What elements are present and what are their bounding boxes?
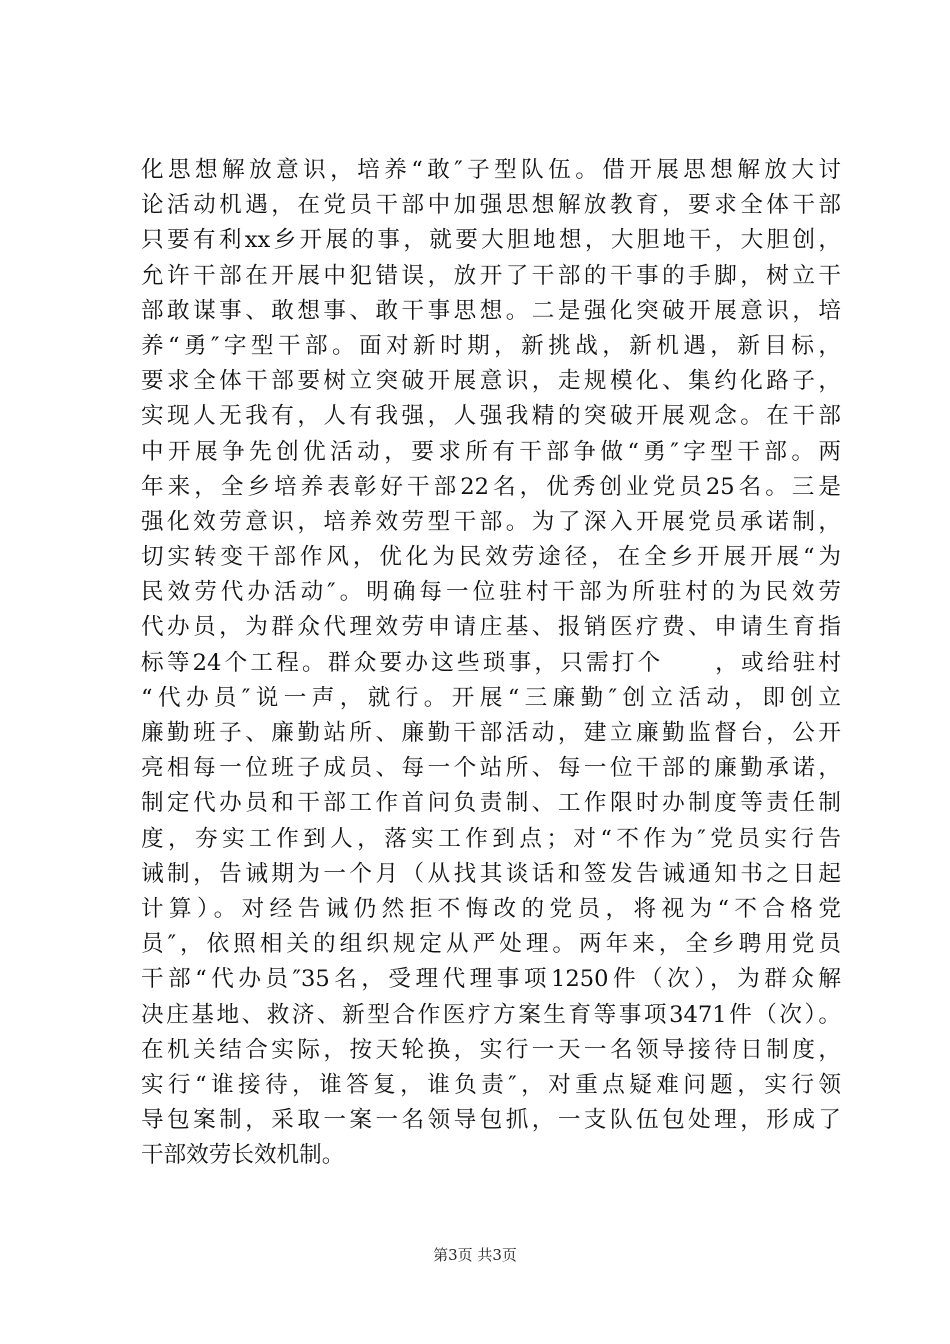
text-line: 诫制，告诫期为一个月（从找其谈话和签发告诫通知书之日起 bbox=[141, 860, 841, 887]
text-line: 亮相每一位班子成员、每一个站所、每一位干部的廉勤承诺， bbox=[141, 755, 841, 782]
text-line: 要求全体干部要树立突破开展意识，走规模化、集约化路子， bbox=[141, 368, 841, 395]
text-line: 论活动机遇，在党员干部中加强思想解放教育，要求全体干部 bbox=[141, 192, 841, 219]
text-line: 强化效劳意识，培养效劳型干部。为了深入开展党员承诺制， bbox=[141, 508, 841, 535]
text-line: 只要有利xx乡开展的事，就要大胆地想，大胆地干，大胆创， bbox=[141, 227, 841, 254]
page-footer: 第3页 共3页 bbox=[433, 1246, 517, 1264]
text-line: 允许干部在开展中犯错误，放开了干部的干事的手脚，树立干 bbox=[141, 262, 841, 289]
text-line: 民效劳代办活动″。明确每一位驻村干部为所驻村的为民效劳 bbox=[141, 579, 841, 606]
text-line: 实行“谁接待，谁答复，谁负责″，对重点疑难问题，实行领 bbox=[141, 1071, 841, 1098]
text-line: 计算）。对经告诫仍然拒不悔改的党员，将视为“不合格党 bbox=[141, 895, 841, 922]
text-line: 中开展争先创优活动，要求所有干部争做“勇″字型干部。两 bbox=[141, 438, 841, 465]
text-line: 干部效劳长效机制。 bbox=[141, 1142, 345, 1169]
text-line: 度，夯实工作到人，落实工作到点；对“不作为″党员实行告 bbox=[141, 825, 841, 852]
text-line: 部敢谋事、敢想事、敢干事思想。二是强化突破开展意识，培 bbox=[141, 297, 841, 324]
body-text bbox=[141, 153, 841, 1173]
text-line: 决庄基地、救济、新型合作医疗方案生育等事项3471件（次）。 bbox=[141, 1001, 841, 1028]
text-line: 实现人无我有，人有我强，人强我精的突破开展观念。在干部 bbox=[141, 403, 841, 430]
text-line: 年来，全乡培养表彰好干部22名，优秀创业党员25名。三是 bbox=[141, 473, 841, 500]
text-line: 代办员，为群众代理效劳申请庄基、报销医疗费、申请生育指 bbox=[141, 614, 841, 641]
text-line: 廉勤班子、廉勤站所、廉勤干部活动，建立廉勤监督台，公开 bbox=[141, 720, 841, 746]
text-line: 导包案制，采取一案一名领导包抓，一支队伍包处理，形成了 bbox=[141, 1107, 841, 1134]
text-line: “代办员″说一声，就行。开展“三廉勤″创立活动，即创立 bbox=[141, 684, 841, 711]
text-line: 标等24个工程。群众要办这些琐事，只需打个 ，或给驻村 bbox=[141, 649, 841, 676]
text-line: 员″，依照相关的组织规定从严处理。两年来，全乡聘用党员 bbox=[141, 931, 841, 958]
text-line: 养“勇″字型干部。面对新时期，新挑战，新机遇，新目标， bbox=[141, 332, 841, 359]
text-line: 切实转变干部作风，优化为民效劳途径，在全乡开展开展“为 bbox=[141, 544, 841, 571]
text-line: 在机关结合实际，按天轮换，实行一天一名领导接待日制度， bbox=[141, 1036, 841, 1063]
text-line: 制定代办员和干部工作首问负责制、工作限时办制度等责任制 bbox=[141, 790, 841, 817]
text-line: 干部“代办员″35名，受理代理事项1250件（次），为群众解 bbox=[141, 966, 841, 993]
text-line: 化思想解放意识，培养“敢″子型队伍。借开展思想解放大讨 bbox=[141, 157, 841, 183]
